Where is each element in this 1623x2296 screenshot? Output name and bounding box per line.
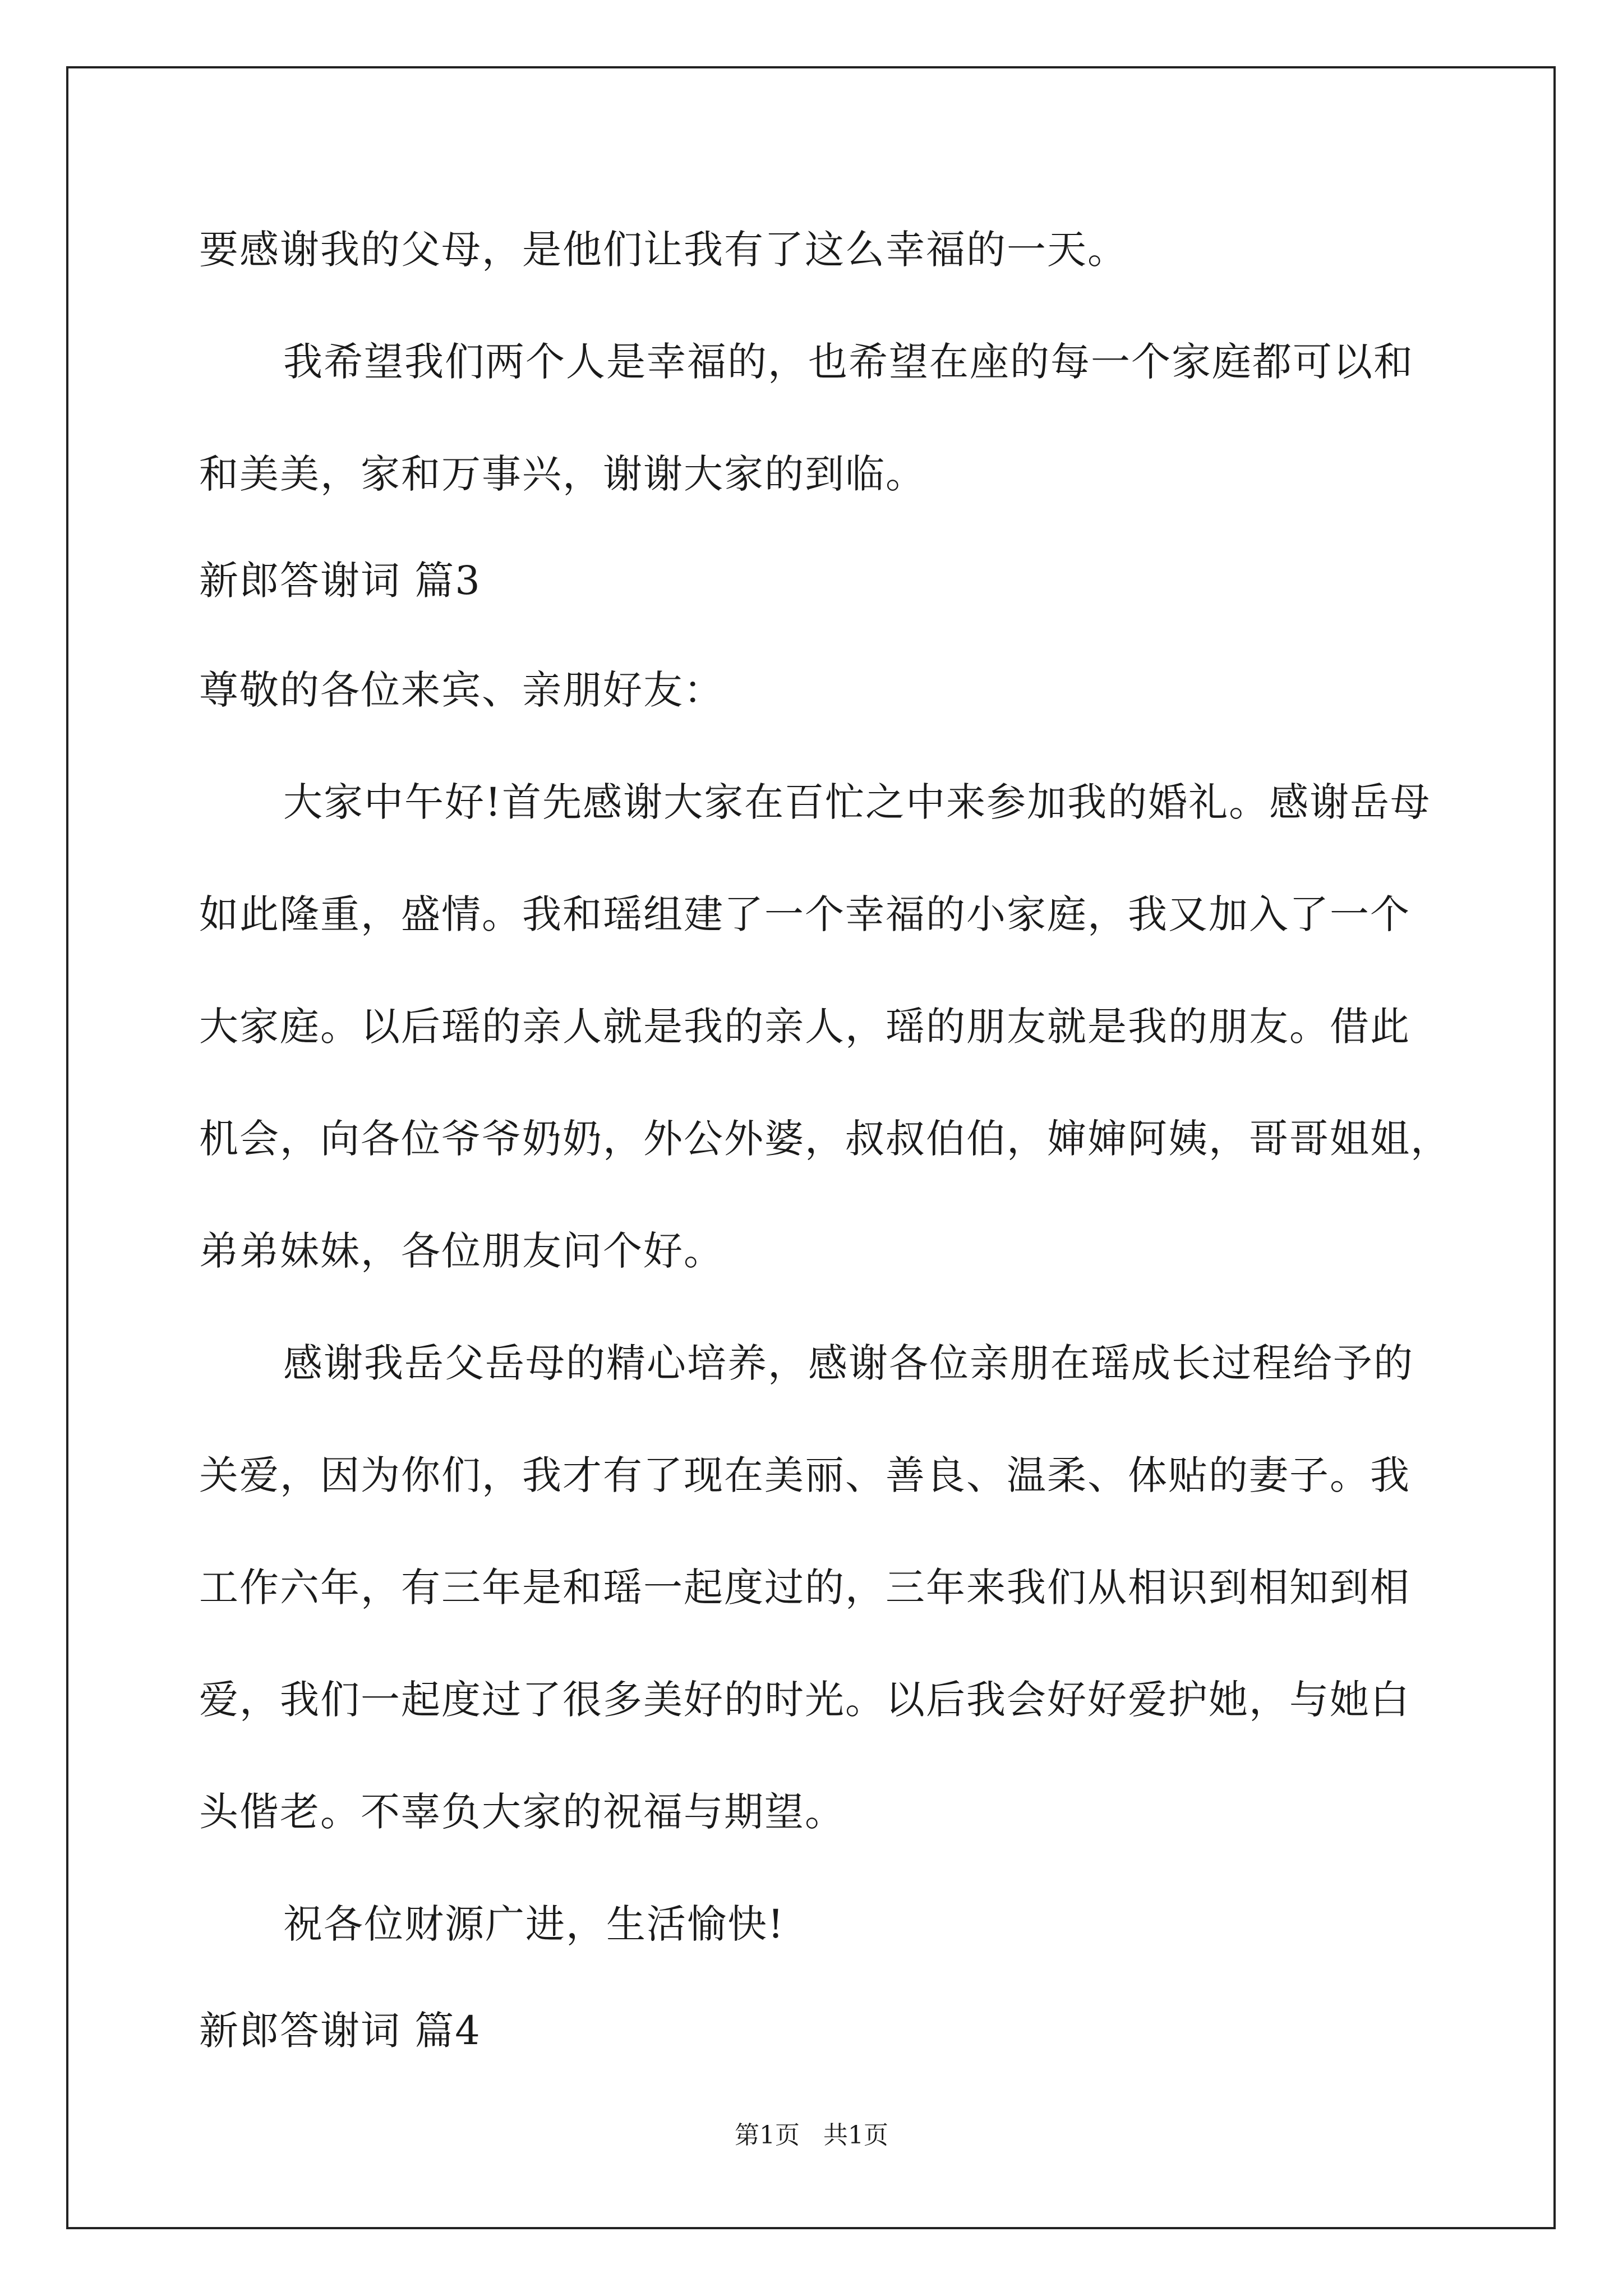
paragraph-line: 头偕老。不辜负大家的祝福与期望。	[199, 1789, 845, 1835]
salutation: 尊敬的各位来宾、亲朋好友：	[199, 667, 724, 713]
paragraph-line: 我希望我们两个人是幸福的，也希望在座的每一个家庭都可以和	[283, 339, 1414, 385]
paragraph-line: 和美美，家和万事兴，谢谢大家的到临。	[199, 451, 926, 497]
paragraph-line: 如此隆重，盛情。我和瑶组建了一个幸福的小家庭，我又加入了一个	[199, 891, 1410, 937]
paragraph-line: 工作六年，有三年是和瑶一起度过的，三年来我们从相识到相知到相	[199, 1565, 1410, 1611]
paragraph-line: 弟弟妹妹，各位朋友问个好。	[199, 1228, 724, 1274]
paragraph-line: 机会，向各位爷爷奶奶，外公外婆，叔叔伯伯，婶婶阿姨，哥哥姐姐，	[199, 1116, 1451, 1162]
section-heading: 新郎答谢词 篇4	[199, 2008, 481, 2054]
paragraph-line: 大家庭。以后瑶的亲人就是我的亲人，瑶的朋友就是我的朋友。借此	[199, 1004, 1410, 1050]
paragraph-line: 要感谢我的父母，是他们让我有了这么幸福的一天。	[199, 227, 1128, 273]
page-footer: 第1页 共1页	[735, 2121, 888, 2150]
paragraph-line: 大家中午好!首先感谢大家在百忙之中来参加我的婚礼。感谢岳母	[283, 779, 1431, 825]
paragraph-line: 爱，我们一起度过了很多美好的时光。以后我会好好爱护她，与她白	[199, 1677, 1410, 1723]
section-heading: 新郎答谢词 篇3	[199, 558, 481, 604]
paragraph-line: 感谢我岳父岳母的精心培养，感谢各位亲朋在瑶成长过程给予的	[283, 1340, 1414, 1386]
paragraph-line: 关爱，因为你们，我才有了现在美丽、善良、温柔、体贴的妻子。我	[199, 1452, 1410, 1498]
paragraph-line: 祝各位财源广进，生活愉快!	[283, 1901, 785, 1947]
